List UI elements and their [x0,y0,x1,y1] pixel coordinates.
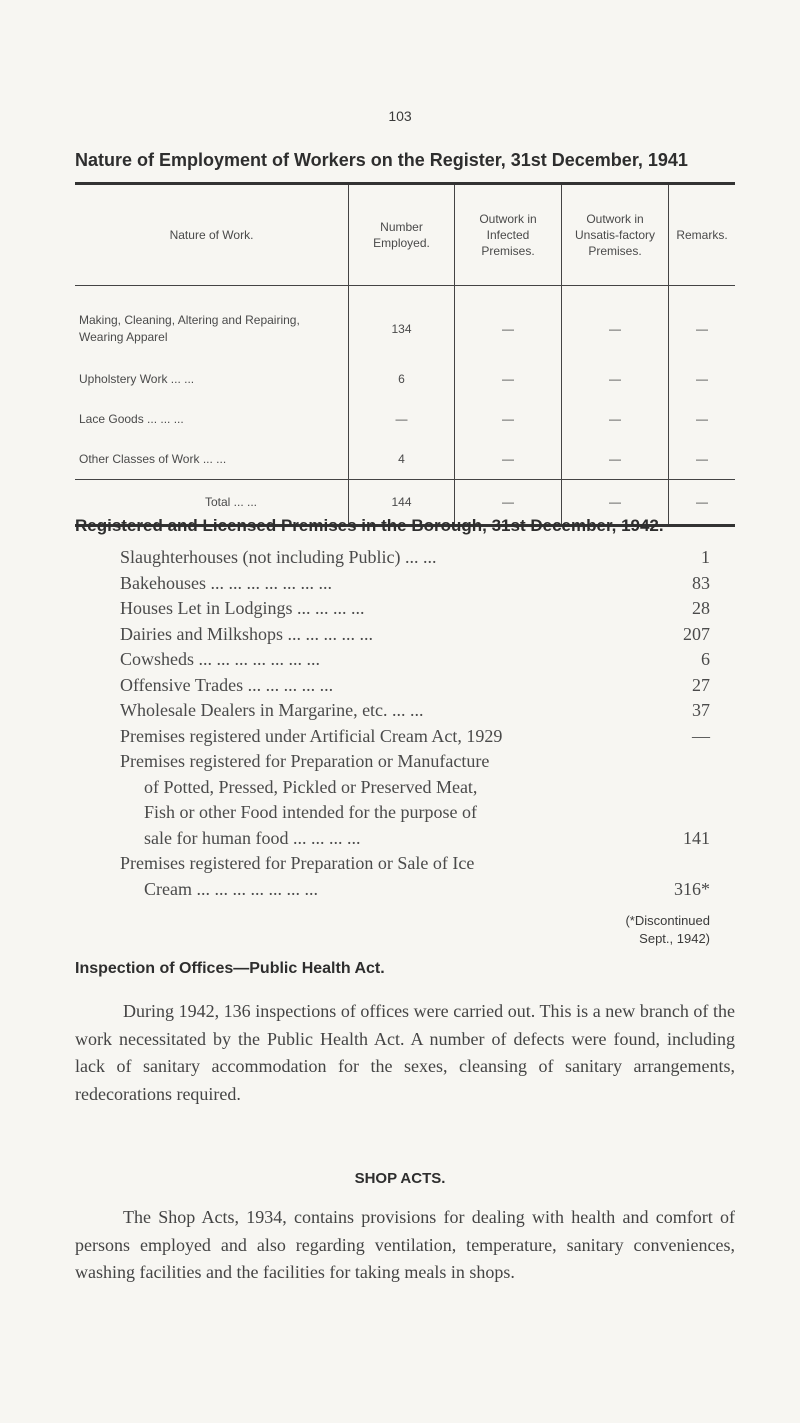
note-line: Sept., 1942) [639,931,710,946]
header-nature-of-work: Nature of Work. [75,184,349,286]
header-outwork-unsatisfactory: Outwork in Unsatis-factory Premises. [562,184,669,286]
cell-unsatisfactory: — [562,286,669,360]
premises-label: Wholesale Dealers in Margarine, etc. ... ... [120,700,424,720]
cell-remarks: — [669,359,736,399]
premises-label: Bakehouses ... ... ... ... ... ... ... [120,572,332,593]
cell-unsatisfactory: — [562,399,669,439]
total-label: Total ... ... [75,480,349,526]
premises-count: — [692,725,710,746]
premises-count: 37 [692,700,710,720]
premises-label: Cowsheds ... ... ... ... ... ... ... [120,649,321,669]
cell-number: — [349,399,455,439]
list-item [120,647,710,673]
ice-cream-line: Cream ... ... ... ... ... ... ... [144,878,318,899]
cell-work: Lace Goods ... ... ... [79,412,184,426]
cell-remarks: — [669,399,736,439]
total-number: 144 [349,480,455,526]
premises-label: Slaughterhouses (not including Public) ... ... [120,547,437,567]
cell-unsatisfactory: — [562,359,669,399]
premises-title: Registered and Licensed Premises in the Borough, 31st December, 1942. [75,516,664,535]
premises-count: 27 [692,674,710,695]
list-item [120,596,710,622]
list-item [120,698,710,724]
total-unsatisfactory: — [562,480,669,526]
cell-infected: — [455,286,562,360]
list-item-ice-cream [120,851,710,902]
cell-number: 6 [349,359,455,399]
premises-count: 207 [683,623,710,644]
header-remarks: Remarks. [669,184,736,286]
cell-unsatisfactory: — [562,439,669,480]
premises-label: Premises registered under Artificial Cream Act, 1929 [120,725,503,746]
shop-acts-paragraph: The Shop Acts, 1934, contains provisions for dealing with health and comfort of persons employed and also regarding ventilation, temperature, sanitary conveniences, washing facilities and the facilities for taking meals in shops. [75,1207,735,1282]
page-number: 103 [388,108,412,124]
shop-acts-title: SHOP ACTS. [354,1170,446,1187]
table-header-row [75,184,735,286]
table-row [75,439,735,480]
cell-remarks: — [669,286,736,360]
table-row [75,399,735,439]
discontinued-note [560,912,710,948]
inspection-paragraph: During 1942, 136 inspections of offices were carried out. This is a new branch of the work necessitated by the Public Health Act. A number of defects were found, including lack of sanitary accommodation for the sexes, cleansing of sanitary arrangements, redecorations required. [75,1001,735,1104]
inspection-title: Inspection of Offices—Public Health Act. [75,960,385,977]
premises-count: 1 [701,547,710,567]
preserved-food-line: Fish or other Food intended for the purpose of [144,802,477,822]
list-item-preserved-food [120,749,710,851]
premises-count: 28 [692,598,710,618]
preserved-food-last-row [120,826,710,852]
list-item [120,571,710,597]
ice-cream-line: Premises registered for Preparation or Sale of Ice [120,853,475,873]
total-remarks: — [669,480,736,526]
list-item [120,673,710,699]
cell-number: 4 [349,439,455,480]
cell-number: 134 [349,286,455,360]
cell-infected: — [455,399,562,439]
table-row [75,286,735,360]
premises-list [120,545,710,902]
preserved-food-last-line: sale for human food ... ... ... ... [144,827,361,848]
preserved-food-line: Premises registered for Preparation or Manufacture [120,751,490,771]
list-item [120,545,710,571]
header-number-employed: Number Employed. [349,184,455,286]
cell-work: Other Classes of Work ... ... [79,452,227,466]
ice-cream-count: 316* [674,878,710,899]
cell-remarks: — [669,439,736,480]
total-infected: — [455,480,562,526]
note-line: (*Discontinued [625,913,710,928]
cell-work: Making, Cleaning, Altering and Repairing, Wearing Apparel [79,313,300,344]
preserved-food-count: 141 [683,827,710,848]
list-item [120,622,710,648]
table-row [75,359,735,399]
premises-label: Offensive Trades ... ... ... ... ... [120,674,334,695]
ice-cream-last-row [120,877,710,903]
cell-work: Upholstery Work ... ... [79,372,195,386]
employment-table-title: Nature of Employment of Workers on the Register, 31st December, 1941 [75,150,688,170]
premises-label: Houses Let in Lodgings ... ... ... ... [120,598,365,618]
preserved-food-line: of Potted, Pressed, Pickled or Preserved Meat, [144,776,478,797]
header-outwork-infected: Outwork in Infected Premises. [455,184,562,286]
premises-count: 6 [701,649,710,669]
list-item [120,724,710,750]
employment-table-container [75,182,735,527]
cell-infected: — [455,439,562,480]
employment-table [75,182,735,527]
premises-label: Dairies and Milkshops ... ... ... ... ... [120,623,373,644]
cell-infected: — [455,359,562,399]
premises-count: 83 [692,572,710,593]
